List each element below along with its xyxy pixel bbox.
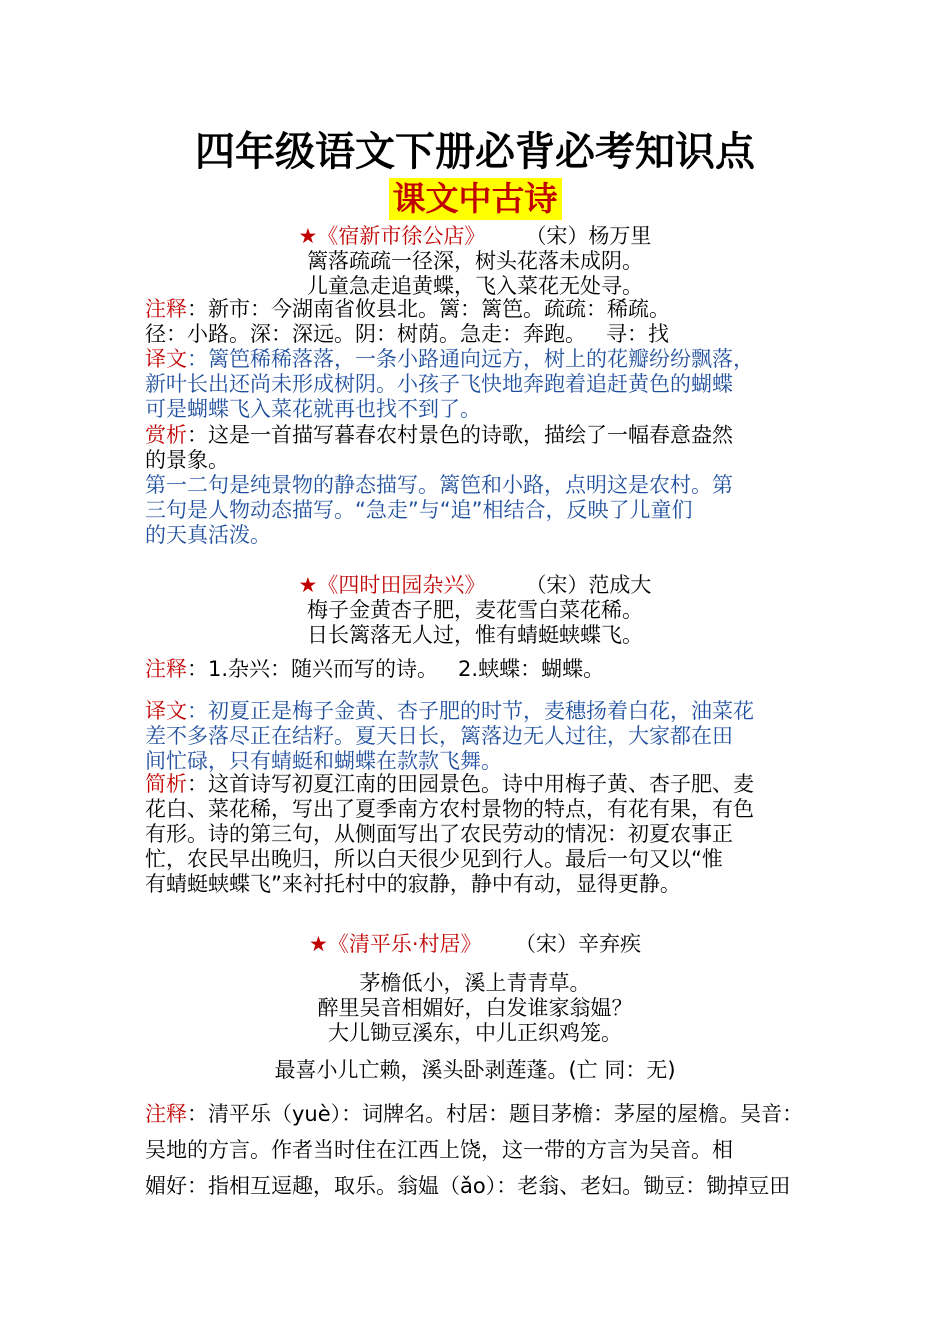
poem2-heading [0,572,950,598]
poem1-heading [0,223,950,249]
poem1-appreciation-line: 赏析：这是一首描写暮春农村景色的诗歌，描绘了一幅春意盎然 [145,423,733,447]
poem3-line: 大儿锄豆溪东，中儿正织鸡笼。 [328,1021,622,1045]
poem1-appreciation-blue-line: 的天真活泼。 [145,523,271,547]
analysis-label: 简析 [145,772,187,796]
poem2-author: （宋）范成大 [525,573,652,597]
poem1-note [145,297,815,347]
poem1-note-line: 径：小路。深：深远。阴：树荫。急走：奔跑。 寻：找 [145,322,670,346]
poem3-note-line: 注释：清平乐（yuè）：词牌名。村居：题目茅檐：茅屋的屋檐。吴音： [145,1102,804,1126]
poem1-translation-line: 译文：篱笆稀稀落落，一条小路通向远方，树上的花瓣纷纷飘落， [145,347,754,371]
poem1-line: 儿童急走追黄蝶，飞入菜花无处寻。 [307,274,643,298]
poem1-appreciation-blue [145,473,815,548]
section-heading: 课文中古诗 [389,178,562,220]
poem2-note: 注释：1.杂兴：随兴而写的诗。 2.蛱蝶：蝴蝶。 [145,657,605,681]
poem2-analysis-line: 有形。诗的第三句，从侧面写出了农民劳动的情况：初夏农事正 [145,822,733,846]
poem2-analysis-line: 简析：这首诗写初夏江南的田园景色。诗中用梅子黄、杏子肥、麦 [145,772,754,796]
translation-label: 译文 [145,347,187,371]
star-icon: ★ [298,573,318,597]
poem3-line: 醉里吴音相媚好，白发谁家翁媪？ [317,996,633,1020]
note-label: 注释 [145,1102,187,1126]
appreciation-label: 赏析 [145,423,187,447]
poem1-appreciation-line: 的景象。 [145,448,229,472]
poem1-translation [145,347,815,422]
poem2-line: 梅子金黄杏子肥，麦花雪白菜花稀。 [307,598,643,622]
poem1-translation-line: 可是蝴蝶飞入菜花就再也找不到了。 [145,397,481,421]
poem2-translation-line: 间忙碌，只有蜻蜓和蝴蝶在款款飞舞。 [145,749,502,773]
poem1-appreciation-blue-line: 第一二句是纯景物的静态描写。篱笆和小路，点明这是农村。第 [145,473,733,497]
poem1-line: 篱落疏疏一径深，树头花落未成阴。 [307,249,643,273]
note-label: 注释 [145,657,187,681]
poem1-title: 《宿新市徐公店》 [317,224,486,248]
poem2-translation-line: 译文：初夏正是梅子金黄、杏子肥的时节，麦穗扬着白花，油菜花 [145,699,754,723]
poem2-analysis-line: 忙，农民早出晚归，所以白天很少见到行人。最后一句又以“惟 [145,847,723,871]
poem3-author: （宋）辛弃疾 [514,932,641,956]
translation-label: 译文 [145,699,187,723]
poem3-title: 《清平乐·村居》 [327,932,482,956]
poem2-translation [145,699,815,774]
poem1-author: （宋）杨万里 [525,224,652,248]
poem3-line: 茅檐低小，溪上青青草。 [359,971,591,995]
poem1-note-line: 注释：新市：今湖南省攸县北。篱：篱笆。疏疏：稀疏。 [145,297,670,321]
poem2-title: 《四时田园杂兴》 [317,573,486,597]
note-label: 注释 [145,297,187,321]
page-title: 四年级语文下册必背必考知识点 [195,129,755,175]
poem1-appreciation [145,423,815,473]
poem2-line: 日长篱落无人过，惟有蜻蜓蛱蝶飞。 [307,623,643,647]
poem3-note-line: 媚好：指相互逗趣，取乐。翁媪（ǎo）：老翁、老妇。锄豆：锄掉豆田 [145,1174,791,1198]
poem1-translation-line: 新叶长出还尚未形成树阴。小孩子飞快地奔跑着追赶黄色的蝴蝶 [145,372,733,396]
poem3-heading [0,931,950,957]
poem2-analysis-line: 花白、菜花稀，写出了夏季南方农村景物的特点，有花有果，有色 [145,797,754,821]
poem2-translation-line: 差不多落尽正在结籽。夏天日长，篱落边无人过往，大家都在田 [145,724,733,748]
poem2-analysis [145,772,815,897]
poem1-appreciation-blue-line: 三句是人物动态描写。“急走”与“追”相结合，反映了儿童们 [145,498,693,522]
poem3-last-line: 最喜小儿亡赖，溪头卧剥莲蓬。(亡 同：无) [274,1058,676,1082]
poem2-analysis-line: 有蜻蜓蛱蝶飞”来衬托村中的寂静，静中有动，显得更静。 [145,872,681,896]
star-icon: ★ [309,932,328,956]
poem3-note-line: 吴地的方言。作者当时住在江西上饶，这一带的方言为吴音。相 [145,1138,733,1162]
section-heading-wrap [0,178,950,220]
star-icon: ★ [298,224,318,248]
poem3-note [145,1096,815,1204]
